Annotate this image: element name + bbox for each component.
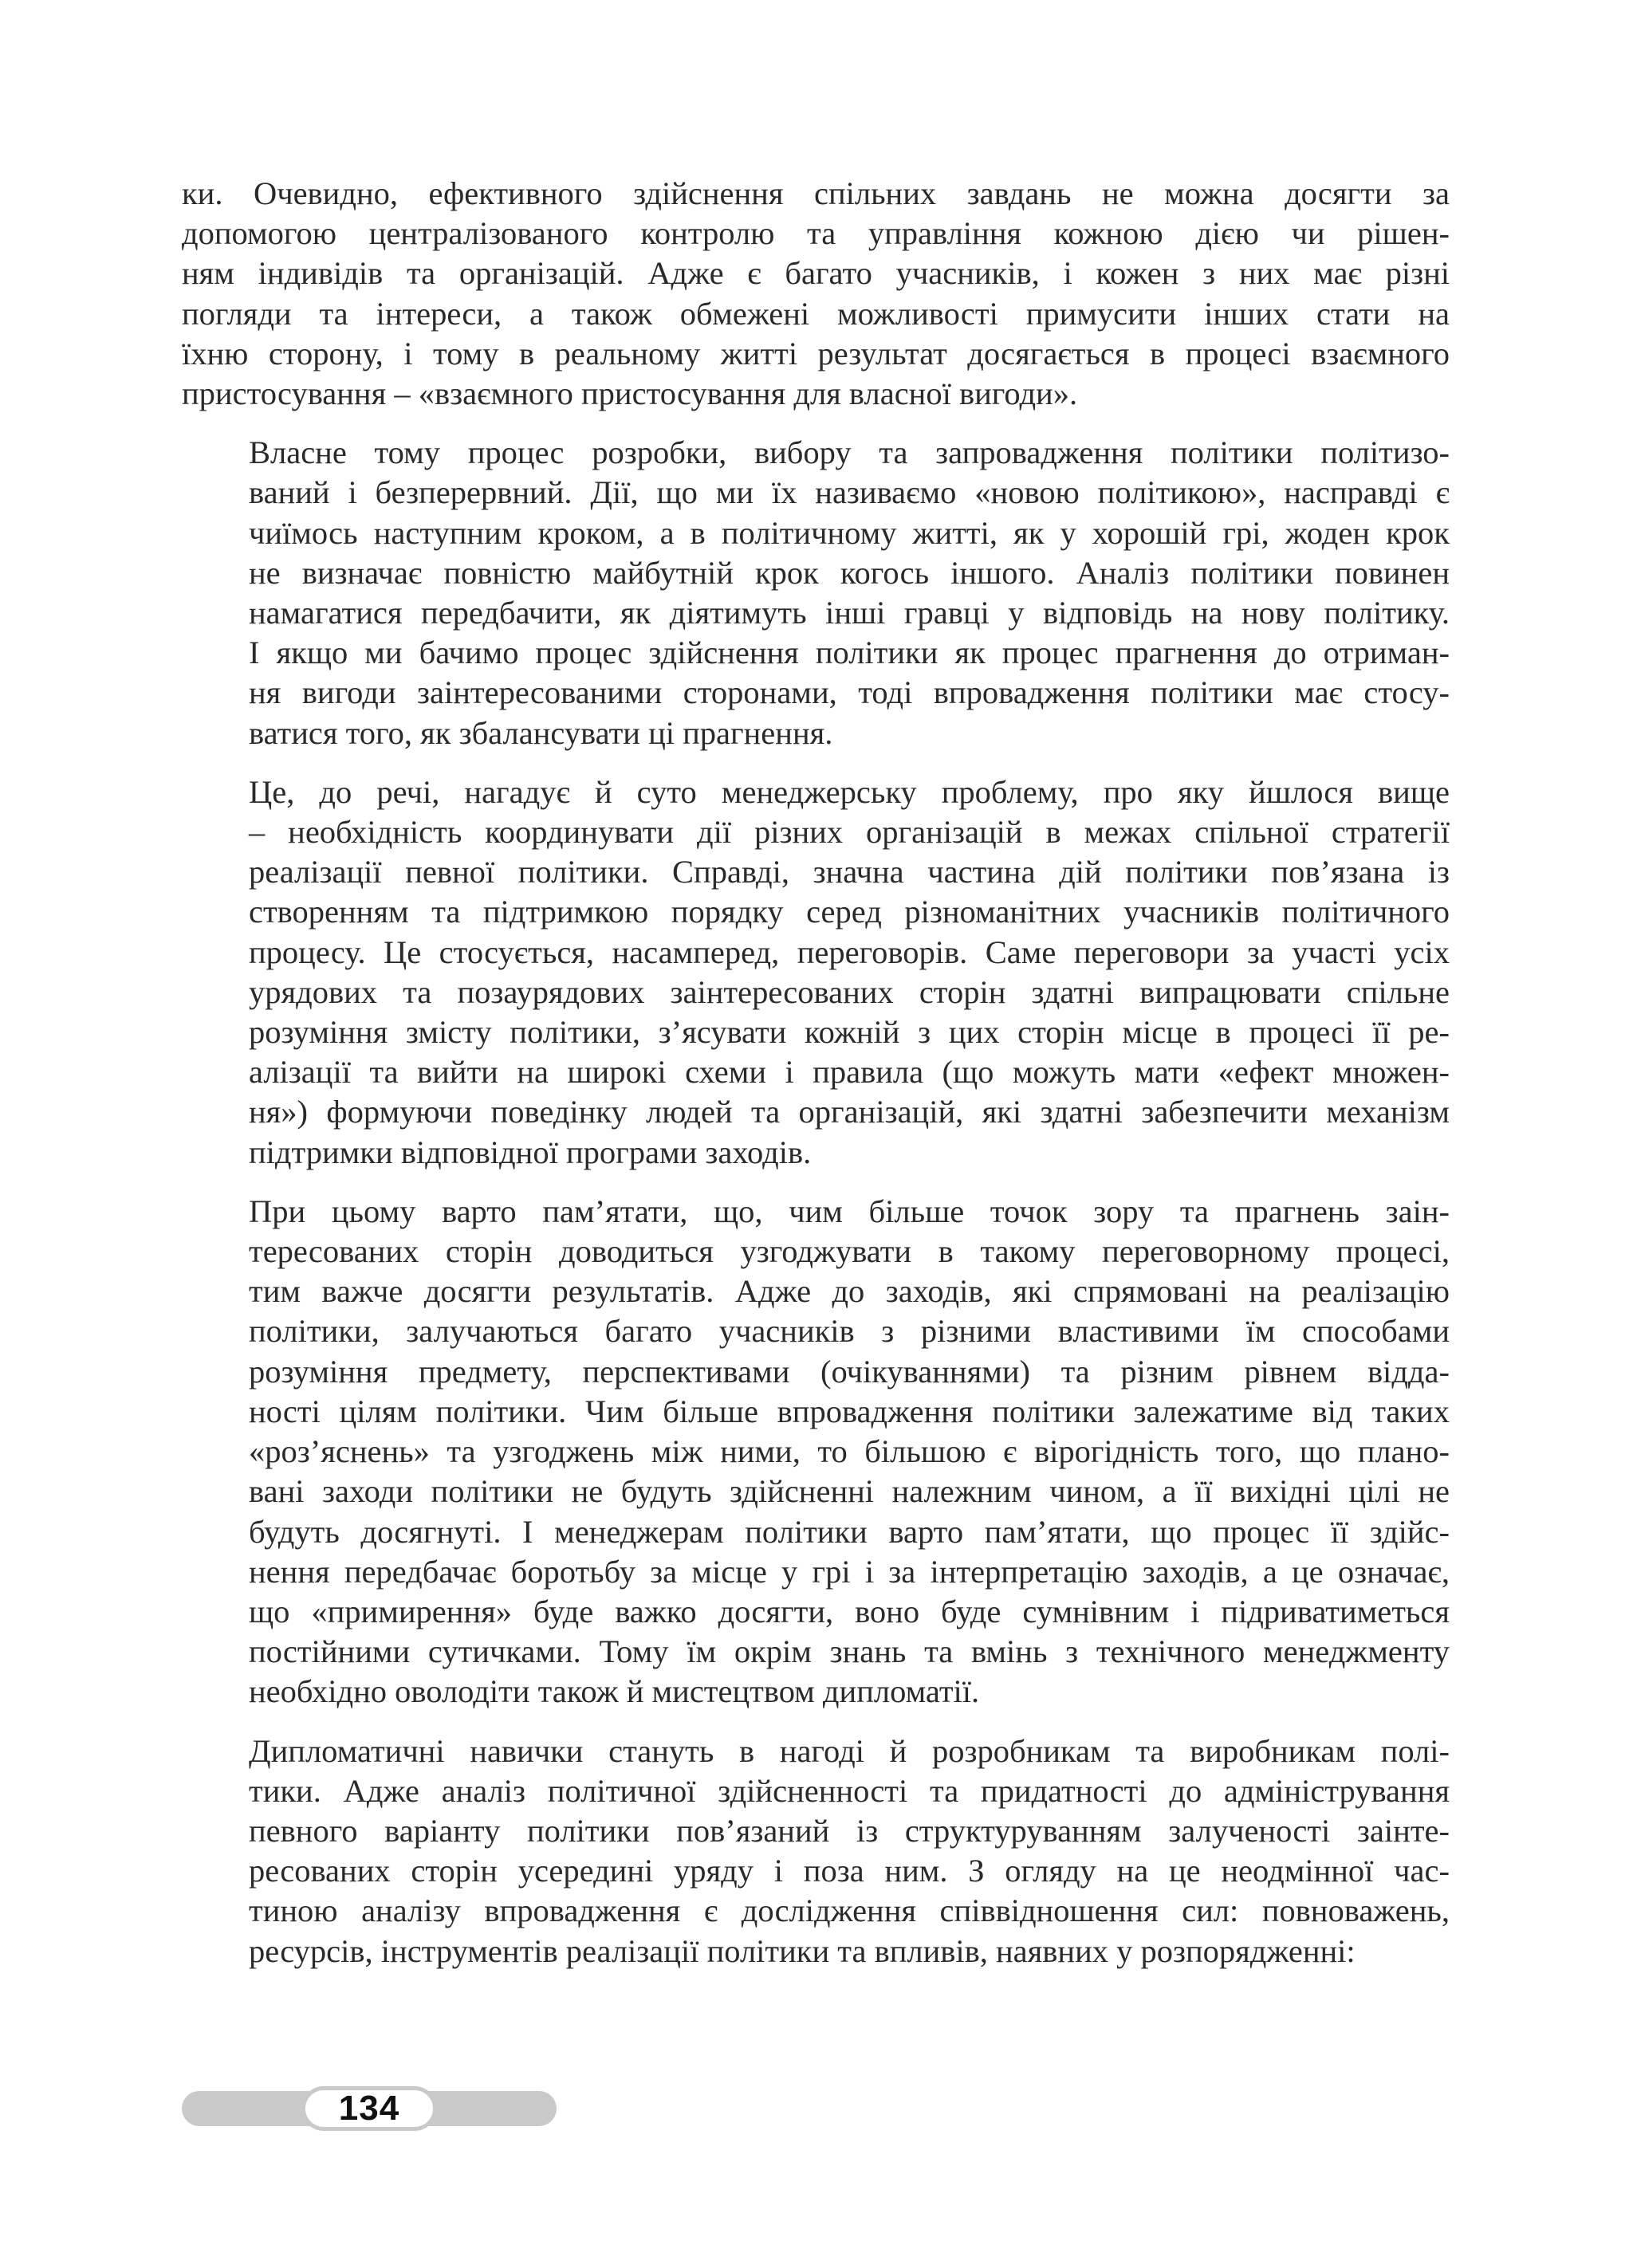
text-line: підтримки відповідної програми заходів. bbox=[249, 1134, 812, 1170]
text-line: ресурсів, інструментів реалізації політики та впливів, наявних у розпорядженні: bbox=[249, 1932, 1356, 1969]
text-line: ності цілям політики. Чим більше впровадження політики залежатиме від таких bbox=[249, 1393, 1450, 1429]
footer-bar-left bbox=[182, 2091, 317, 2126]
text-line: будуть досягнуті. І менеджерам політики варто пам’ятати, що процес її здійс- bbox=[249, 1513, 1450, 1550]
text-line: тим важче досягти результатів. Адже до заходів, які спрямовані на реалізацію bbox=[249, 1273, 1450, 1310]
paragraph bbox=[182, 1731, 1450, 1971]
text-line: Власне тому процес розробки, вибору та запровадження політики політизо- bbox=[249, 434, 1450, 471]
text-line: певного варіанту політики пов’язаний із структуруванням залученості заінте- bbox=[249, 1812, 1450, 1849]
paragraph bbox=[182, 1192, 1450, 1712]
text-line: постійними сутичками. Тому їм окрім знань та вмінь з технічного менеджменту bbox=[249, 1633, 1450, 1670]
paragraph bbox=[182, 433, 1450, 753]
text-line: намагатися передбачити, як діятимуть інші гравці у відповідь на нову політику. bbox=[249, 595, 1450, 631]
text-line: допомогою централізованого контролю та управління кожною дією чи рішен- bbox=[182, 215, 1450, 252]
text-line: їхню сторону, і тому в реальному житті результат досягається в процесі взаємного bbox=[182, 335, 1450, 371]
text-line: ресованих сторін усередині уряду і поза ним. З огляду на це неодмінної час- bbox=[249, 1853, 1450, 1889]
text-line: Це, до речі, нагадує й суто менеджерську проблему, про яку йшлося вище bbox=[249, 773, 1450, 810]
page-footer bbox=[182, 2086, 557, 2131]
text-line: І якщо ми бачимо процес здійснення політики як процес прагнення до отриман- bbox=[249, 635, 1450, 671]
text-line: тересованих сторін доводиться узгоджувати в такому переговорному процесі, bbox=[249, 1233, 1450, 1270]
paragraph bbox=[182, 174, 1450, 414]
text-line: ватися того, як збалансувати ці прагнення. bbox=[249, 714, 833, 751]
text-line: реалізації певної політики. Справді, значна частина дій політики пов’язана із bbox=[249, 854, 1450, 890]
text-line: тики. Адже аналіз політичної здійсненності та придатності до адміністрування bbox=[249, 1772, 1450, 1809]
text-line: ням індивідів та організацій. Адже є багато учасників, і кожен з них має різні bbox=[182, 255, 1450, 292]
text-line: нення передбачає боротьбу за місце у грі і за інтерпретацію заходів, а це означає, bbox=[249, 1553, 1450, 1590]
text-line: розуміння предмету, перспективами (очікуваннями) та різним рівнем відда- bbox=[249, 1353, 1450, 1389]
text-line: Дипломатичні навички стануть в нагоді й розробникам та виробникам полі- bbox=[249, 1732, 1450, 1769]
text-line: тиною аналізу впровадження є дослідження співвідношення сил: повноважень, bbox=[249, 1893, 1450, 1929]
text-line: урядових та позаурядових заінтересованих сторін здатні випрацювати спільне bbox=[249, 973, 1450, 1010]
text-line: ваний і безперервний. Дії, що ми їх називаємо «новою політикою», насправді є bbox=[249, 474, 1450, 511]
text-line: не визначає повністю майбутній крок когось іншого. Аналіз політики повинен bbox=[249, 554, 1450, 591]
text-line: ня вигоди заінтересованими сторонами, тоді впровадження політики має стосу- bbox=[249, 674, 1450, 711]
footer-bar-right bbox=[421, 2091, 557, 2126]
text-line: алізації та вийти на широкі схеми і правила (що можуть мати «ефект множен- bbox=[249, 1054, 1450, 1091]
text-line: політики, залучаються багато учасників з різними властивими їм способами bbox=[249, 1313, 1450, 1350]
text-line: розуміння змісту політики, з’ясувати кожній з цих сторін місце в процесі її ре- bbox=[249, 1014, 1450, 1051]
text-line: погляди та інтереси, а також обмежені можливості примусити інших стати на bbox=[182, 295, 1450, 332]
text-line: ки. Очевидно, ефективного здійснення спільних завдань не можна досягти за bbox=[182, 175, 1450, 211]
text-line: створенням та підтримкою порядку серед різноманітних учасників політичного bbox=[249, 894, 1450, 930]
page-number: 134 bbox=[338, 2089, 400, 2128]
page-number-badge bbox=[301, 2086, 437, 2131]
text-line: «роз’яснень» та узгоджень між ними, то більшою є вірогідність того, що плано- bbox=[249, 1433, 1450, 1470]
text-line: чиїмось наступним кроком, а в політичному житті, як у хорошій грі, жоден крок bbox=[249, 514, 1450, 551]
body-text bbox=[182, 174, 1450, 1991]
text-line: вані заходи політики не будуть здійсненні належним чином, а її вихідні цілі не bbox=[249, 1473, 1450, 1510]
text-line: ня») формуючи поведінку людей та організацій, які здатні забезпечити механізм bbox=[249, 1094, 1450, 1130]
text-line: що «примирення» буде важко досягти, воно буде сумнівним і підриватиметься bbox=[249, 1593, 1450, 1629]
text-line: процесу. Це стосується, насамперед, переговорів. Саме переговори за участі усіх bbox=[249, 934, 1450, 970]
paragraph bbox=[182, 772, 1450, 1173]
text-line: При цьому варто пам’ятати, що, чим більше точок зору та прагнень заін- bbox=[249, 1193, 1450, 1229]
text-line: – необхідність координувати дії різних організацій в межах спільної стратегії bbox=[249, 814, 1450, 851]
text-line: пристосування – «взаємного пристосування для власної вигоди». bbox=[182, 375, 1078, 412]
text-line: необхідно оволодіти також й мистецтвом дипломатії. bbox=[249, 1673, 980, 1710]
